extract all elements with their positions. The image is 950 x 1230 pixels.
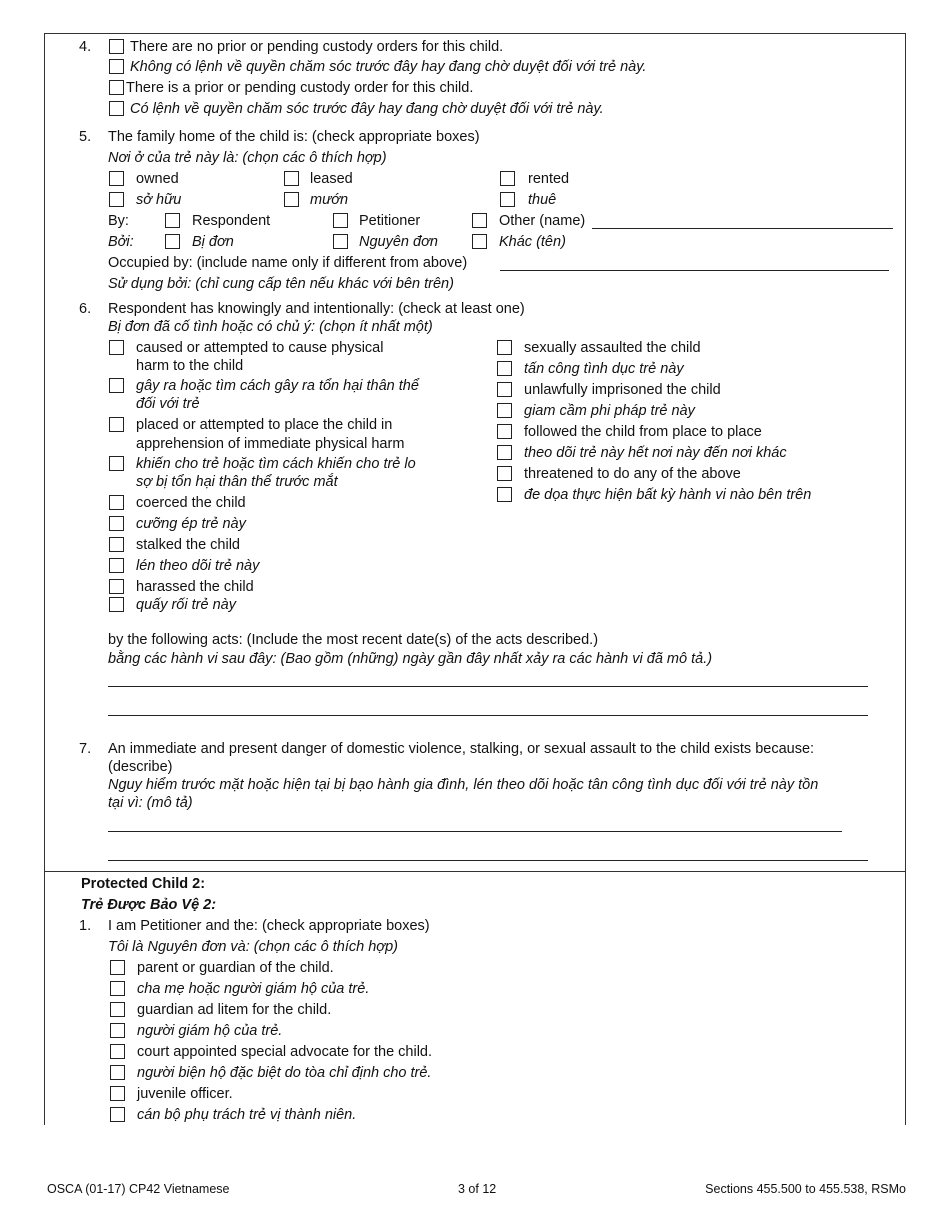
q4-no-orders-label-vi: Không có lệnh về quyền chăm sóc trước đây hay đang chờ duyệt đối với trẻ này. [130, 59, 647, 75]
q6-imprison-checkbox[interactable] [497, 382, 512, 397]
q5-rented-label-vi: thuê [528, 192, 557, 208]
q6-stalked-vi-checkbox[interactable] [109, 558, 124, 573]
q6-followed-vi-checkbox[interactable] [497, 445, 512, 460]
q6-coerced-label-vi: cưỡng ép trẻ này [136, 516, 246, 532]
q4-prior-order-label-vi: Có lệnh về quyền chăm sóc trước đây hay đang chờ duyệt đối với trẻ này. [130, 101, 604, 117]
q4-no-orders-checkbox[interactable] [109, 39, 124, 54]
q5-by-other-label: Other (name) [499, 213, 586, 229]
child2-casa-label: court appointed special advocate for the child. [137, 1044, 433, 1060]
q6-sexual-checkbox[interactable] [497, 340, 512, 355]
q6-fear-label-2: apprehension of immediate physical harm [136, 436, 405, 452]
child2-gal-vi-checkbox[interactable] [110, 1023, 125, 1038]
q6-stalked-label-vi: lén theo dõi trẻ này [136, 558, 260, 574]
q6-stalked-label: stalked the child [136, 537, 240, 553]
q6-harm-label-vi-2: đối với trẻ [136, 396, 200, 412]
q4-prior-order-vi-checkbox[interactable] [109, 101, 124, 116]
q5-rented-checkbox[interactable] [500, 171, 515, 186]
child2-parent-label: parent or guardian of the child. [137, 960, 334, 976]
q6-number: 6. [79, 301, 92, 317]
q4-no-orders-label: There are no prior or pending custody orders for this child. [130, 39, 504, 55]
q5-by-petitioner-checkbox[interactable] [333, 213, 348, 228]
child2-q1-number: 1. [79, 918, 92, 934]
child2-prompt-vi: Tôi là Nguyên đơn và: (chọn các ô thích hợp) [108, 939, 398, 955]
q6-threat-checkbox[interactable] [497, 466, 512, 481]
q5-by-other-label-vi: Khác (tên) [499, 234, 566, 250]
q5-by-petitioner-label-vi: Nguyên đơn [359, 234, 438, 250]
q6-sexual-label-vi: tấn công tình dục trẻ này [524, 361, 684, 377]
q5-leased-vi-checkbox[interactable] [284, 192, 299, 207]
footer-statute: Sections 455.500 to 455.538, RSMo [705, 1182, 906, 1196]
q6-followed-label-vi: theo dõi trẻ này hết nơi này đến nơi khác [524, 445, 787, 461]
q6-harm-label-1: caused or attempted to cause physical [136, 340, 384, 356]
q5-rented-label: rented [528, 171, 570, 187]
q6-fear-label-1: placed or attempted to place the child in [136, 417, 393, 433]
child2-juvenile-checkbox[interactable] [110, 1086, 125, 1101]
q6-prompt-vi: Bị đơn đã cố tình hoặc có chủ ý: (chọn ít nhất một) [108, 319, 433, 335]
q5-number: 5. [79, 129, 92, 145]
q6-harm-label-2: harm to the child [136, 358, 244, 374]
q6-acts-label: by the following acts: (Include the most recent date(s) of the acts described.) [108, 632, 599, 648]
q6-sexual-vi-checkbox[interactable] [497, 361, 512, 376]
q6-threat-label: threatened to do any of the above [524, 466, 741, 482]
q4-prior-order-checkbox[interactable] [109, 80, 124, 95]
q6-followed-checkbox[interactable] [497, 424, 512, 439]
q6-imprison-label: unlawfully imprisoned the child [524, 382, 721, 398]
q5-by-respondent-vi-checkbox[interactable] [165, 234, 180, 249]
q5-leased-checkbox[interactable] [284, 171, 299, 186]
q6-fear-label-vi-1: khiến cho trẻ hoặc tìm cách khiến cho trẻ lo [136, 456, 416, 472]
footer-page-number: 3 of 12 [458, 1182, 497, 1196]
q5-leased-label: leased [310, 171, 353, 187]
q6-threat-vi-checkbox[interactable] [497, 487, 512, 502]
q5-owned-label: owned [136, 171, 179, 187]
q5-by-respondent-label-vi: Bị đơn [192, 234, 234, 250]
q6-acts-field-1[interactable] [108, 686, 868, 687]
q5-owned-label-vi: sở hữu [136, 192, 182, 208]
q6-acts-field-2[interactable] [108, 715, 868, 716]
q7-label-1: An immediate and present danger of domestic violence, stalking, or sexual assault to the child exists because: [108, 741, 815, 757]
q6-harassed-vi-checkbox[interactable] [109, 597, 124, 612]
q7-field-2[interactable] [108, 860, 868, 861]
q5-by-other-vi-checkbox[interactable] [472, 234, 487, 249]
q6-harm-label-vi-1: gây ra hoặc tìm cách gây ra tổn hại thân thể [136, 378, 419, 394]
q5-rented-vi-checkbox[interactable] [500, 192, 515, 207]
child2-prompt: I am Petitioner and the: (check appropriate boxes) [108, 918, 430, 934]
child2-gal-label-vi: người giám hộ của trẻ. [137, 1023, 283, 1039]
q7-number: 7. [79, 741, 92, 757]
q7-label-vi-1: Nguy hiểm trước mặt hoặc hiện tại bị bạo hành gia đình, lén theo dõi hoặc tân công tình dục đối với trẻ này tồn [108, 777, 819, 793]
q5-occupied-label: Occupied by: (include name only if different from above) [108, 255, 468, 271]
q7-label-vi-2: tại vì: (mô tả) [108, 795, 193, 811]
q6-harassed-label-vi: quấy rối trẻ này [136, 597, 236, 613]
q4-prior-order-label: There is a prior or pending custody order for this child. [126, 80, 474, 96]
q6-fear-label-vi-2: sợ bị tổn hại thân thể trước mắt [136, 474, 338, 490]
q5-by-respondent-label: Respondent [192, 213, 271, 229]
child2-casa-checkbox[interactable] [110, 1044, 125, 1059]
child2-juvenile-label: juvenile officer. [137, 1086, 233, 1102]
q5-owned-checkbox[interactable] [109, 171, 124, 186]
q6-harassed-label: harassed the child [136, 579, 254, 595]
q5-by-respondent-checkbox[interactable] [165, 213, 180, 228]
q6-prompt: Respondent has knowingly and intentionally: (check at least one) [108, 301, 525, 317]
q7-field-1[interactable] [108, 831, 842, 832]
q5-prompt: The family home of the child is: (check appropriate boxes) [108, 129, 480, 145]
q7-label-2: (describe) [108, 759, 173, 775]
q6-harm-checkbox[interactable] [109, 340, 124, 355]
q5-owned-vi-checkbox[interactable] [109, 192, 124, 207]
q6-harassed-checkbox[interactable] [109, 579, 124, 594]
child2-juvenile-label-vi: cán bộ phụ trách trẻ vị thành niên. [137, 1107, 357, 1123]
child2-parent-checkbox[interactable] [110, 960, 125, 975]
child2-juvenile-vi-checkbox[interactable] [110, 1107, 125, 1122]
child2-heading: Protected Child 2: [81, 876, 206, 892]
q4-no-orders-vi-checkbox[interactable] [109, 59, 124, 74]
child2-parent-label-vi: cha mẹ hoặc người giám hộ của trẻ. [137, 981, 370, 997]
q5-prompt-vi: Nơi ở của trẻ này là: (chọn các ô thích hợp) [108, 150, 387, 166]
q6-harm-vi-checkbox[interactable] [109, 378, 124, 393]
child2-gal-label: guardian ad litem for the child. [137, 1002, 332, 1018]
q6-imprison-vi-checkbox[interactable] [497, 403, 512, 418]
q5-by-label-vi: Bởi: [108, 234, 134, 250]
q5-by-petitioner-vi-checkbox[interactable] [333, 234, 348, 249]
q6-fear-checkbox[interactable] [109, 417, 124, 432]
q4-number: 4. [79, 39, 92, 55]
child2-parent-vi-checkbox[interactable] [110, 981, 125, 996]
q6-sexual-label: sexually assaulted the child [524, 340, 701, 356]
q5-occupied-field[interactable] [500, 270, 889, 271]
child2-casa-vi-checkbox[interactable] [110, 1065, 125, 1080]
child2-casa-label-vi: người biện hộ đặc biệt do tòa chỉ định cho trẻ. [137, 1065, 432, 1081]
q5-leased-label-vi: mướn [310, 192, 349, 208]
q6-acts-label-vi: bằng các hành vi sau đây: (Bao gồm (những) ngày gần đây nhất xảy ra các hành vi đã mô tả.) [108, 651, 713, 667]
q6-threat-label-vi: đe dọa thực hiện bất kỳ hành vi nào bên trên [524, 487, 812, 503]
q6-coerced-label: coerced the child [136, 495, 246, 511]
q5-by-petitioner-label: Petitioner [359, 213, 421, 229]
q6-imprison-label-vi: giam cầm phi pháp trẻ này [524, 403, 695, 419]
q5-by-label: By: [108, 213, 129, 229]
q5-occupied-label-vi: Sử dụng bởi: (chỉ cung cấp tên nếu khác với bên trên) [108, 276, 454, 292]
child2-heading-vi: Trẻ Được Bảo Vệ 2: [81, 897, 217, 913]
child2-gal-checkbox[interactable] [110, 1002, 125, 1017]
q5-other-name-field[interactable] [592, 228, 893, 229]
q6-followed-label: followed the child from place to place [524, 424, 762, 440]
section-divider [44, 871, 906, 872]
q6-stalked-checkbox[interactable] [109, 537, 124, 552]
q6-coerced-checkbox[interactable] [109, 495, 124, 510]
q6-fear-vi-checkbox[interactable] [109, 456, 124, 471]
q5-by-other-checkbox[interactable] [472, 213, 487, 228]
q6-coerced-vi-checkbox[interactable] [109, 516, 124, 531]
footer-form-id: OSCA (01-17) CP42 Vietnamese [47, 1182, 230, 1196]
